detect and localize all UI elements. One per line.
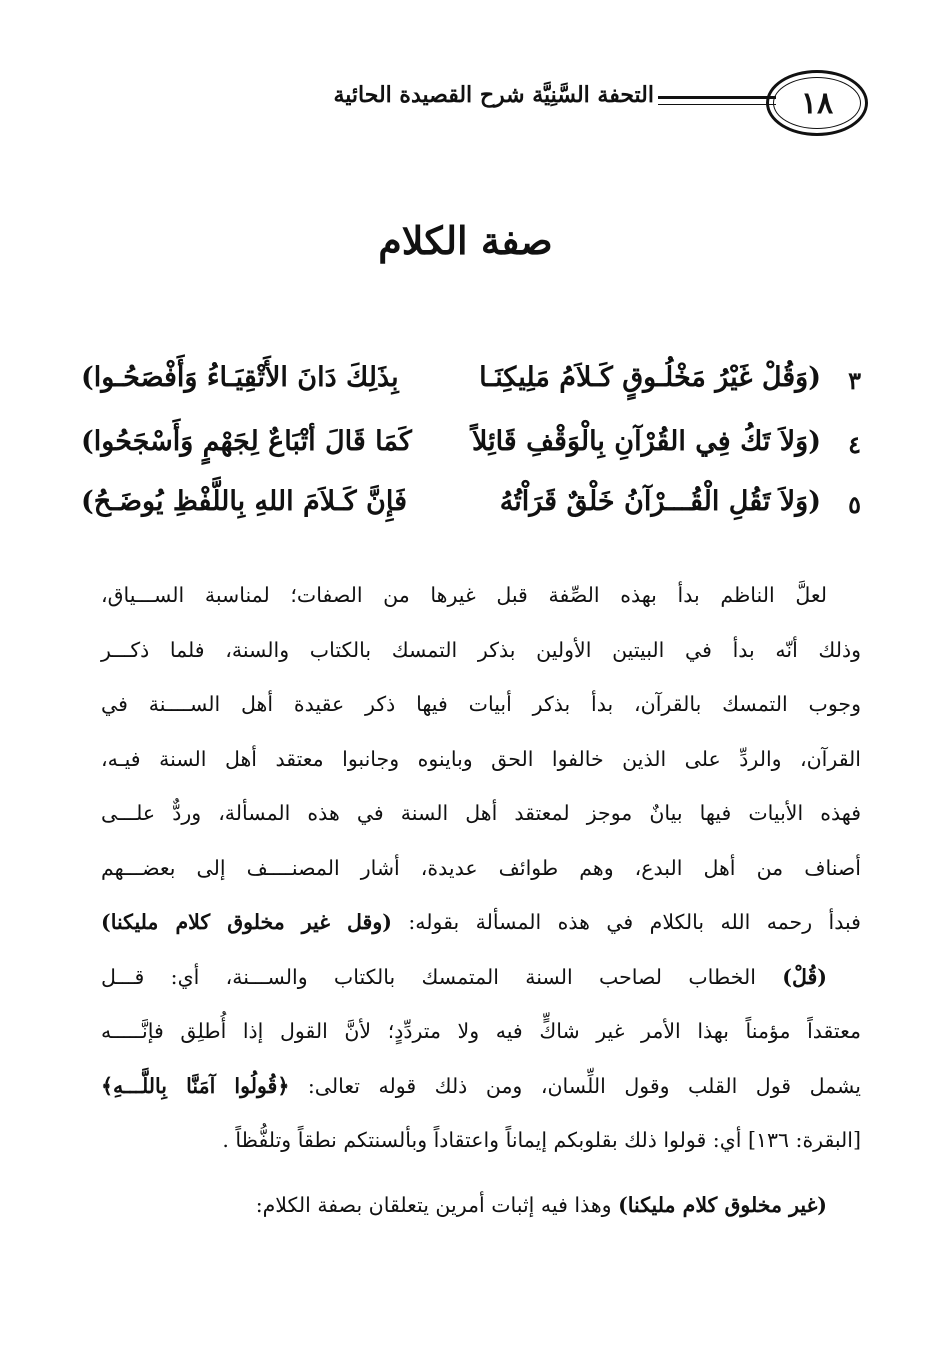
verse-3 <box>81 362 861 416</box>
header-rule <box>658 96 776 105</box>
paragraph-line: وجوب التمسك بالقرآن، بدأ بذكر أبيات فيها ذكر عقيدة أهل الســــنة في <box>101 692 861 716</box>
paragraph-line: وذلك أنّه بدأ في البيتين الأولين بذكر التمسك بالكتاب والسنة، فلما ذكـــر <box>101 637 861 662</box>
paragraph-line <box>101 895 861 950</box>
line-text: الخطاب لصاحب السنة المتمسك بالكتاب والســـنة، أي: قـــل <box>101 964 783 989</box>
paragraph-line <box>101 1059 861 1114</box>
page-number: ١٨ <box>800 85 834 121</box>
quoted-word: (قُلْ) <box>782 964 827 989</box>
paragraph-line: القرآن، والردِّ على الذين خالفوا الحق وباينوه وجانبوا معتقد أهل السنة فيـه، <box>101 746 861 771</box>
book-title: التحفة السَّنِيَّة شرح القصيدة الحائية <box>333 82 654 108</box>
paragraph-line: لعلَّ الناظم بدأ بهذه الصِّفة قبل غيرها من الصفات؛ لمناسبة الســـياق، <box>101 583 827 607</box>
verse-5 <box>81 486 861 540</box>
verse-number: ٤ <box>848 430 861 459</box>
verse-number: ٣ <box>848 366 861 395</box>
commentary <box>101 568 861 1232</box>
verse-second-hemistich: بِذَلِكَ دَانَ الأَتْقِيَـاءُ وَأَفْصَحُـوا) <box>81 362 399 393</box>
verse-second-hemistich: كَمَا قَالَ أتْبَاعٌ لِجَهْمٍ وَأَسْجَحُوا) <box>81 426 412 457</box>
quran-quote: ﴿قُولُوا آمَنَّا بِاللَّـــهِ﴾ <box>101 1073 290 1098</box>
paragraph-line <box>101 1178 861 1233</box>
verse-first-hemistich: (وَلاَ تَقُلِ الْقُـــرْآنُ خَلْقٌ قَرَاْتُهُ <box>499 486 821 517</box>
paragraph-line: معتقداً مؤمناً بهذا الأمر غير شاكٍّ فيه ولا متردِّدٍ؛ لأنَّ القول إذا أُطلِق فإنَّـــــه <box>101 1019 861 1043</box>
paragraph-line: أصناف من أهل البدع، وهم طوائف عديدة، أشار المصنــــف إلى بعضـــهم <box>101 855 861 880</box>
verse-first-hemistich: (وَلاَ تَكُ فِي القُرْآنِ بِالْوَقْفِ قَائِلاً <box>471 426 821 457</box>
line-text: وهذا فيه إثبات أمرين يتعلقان بصفة الكلام: <box>255 1192 619 1217</box>
paragraph-line <box>101 950 861 1005</box>
verse-4 <box>81 426 861 480</box>
verse-second-hemistich: فَإِنَّ كَـلاَمَ اللهِ بِاللَّفْظِ يُوضَـحُ) <box>81 486 407 517</box>
running-header <box>98 66 868 146</box>
page-number-frame <box>766 70 868 136</box>
verse-number: ٥ <box>848 490 861 519</box>
paragraph-line: فهذه الأبيات فيها بيانٌ موجز لمعتقد أهل السنة في هذه المسألة، وردٌّ علـــى <box>101 801 861 825</box>
verse-first-hemistich: (وَقُلْ غَيْرُ مَخْلُـوقٍ كَـلاَمُ مَلِيكِنَـا <box>479 362 821 393</box>
quoted-verse: (وقل غير مخلوق كلام مليكنا) <box>101 910 392 934</box>
quoted-verse: (غير مخلوق كلام مليكنا) <box>618 1192 827 1217</box>
paragraph-line: [البقرة: ١٣٦] أي: قولوا ذلك بقلوبكم إيماناً واعتقاداً وبألسنتكم نطقاً وتلفُّظاً . <box>222 1128 861 1152</box>
line-text: يشمل قول القلب وقول اللِّسان، ومن ذلك قوله تعالى: <box>289 1073 861 1098</box>
line-text: فبدأ رحمه الله بالكلام في هذه المسألة بقوله: <box>391 910 861 934</box>
section-heading: صفة الكلام <box>378 218 553 263</box>
